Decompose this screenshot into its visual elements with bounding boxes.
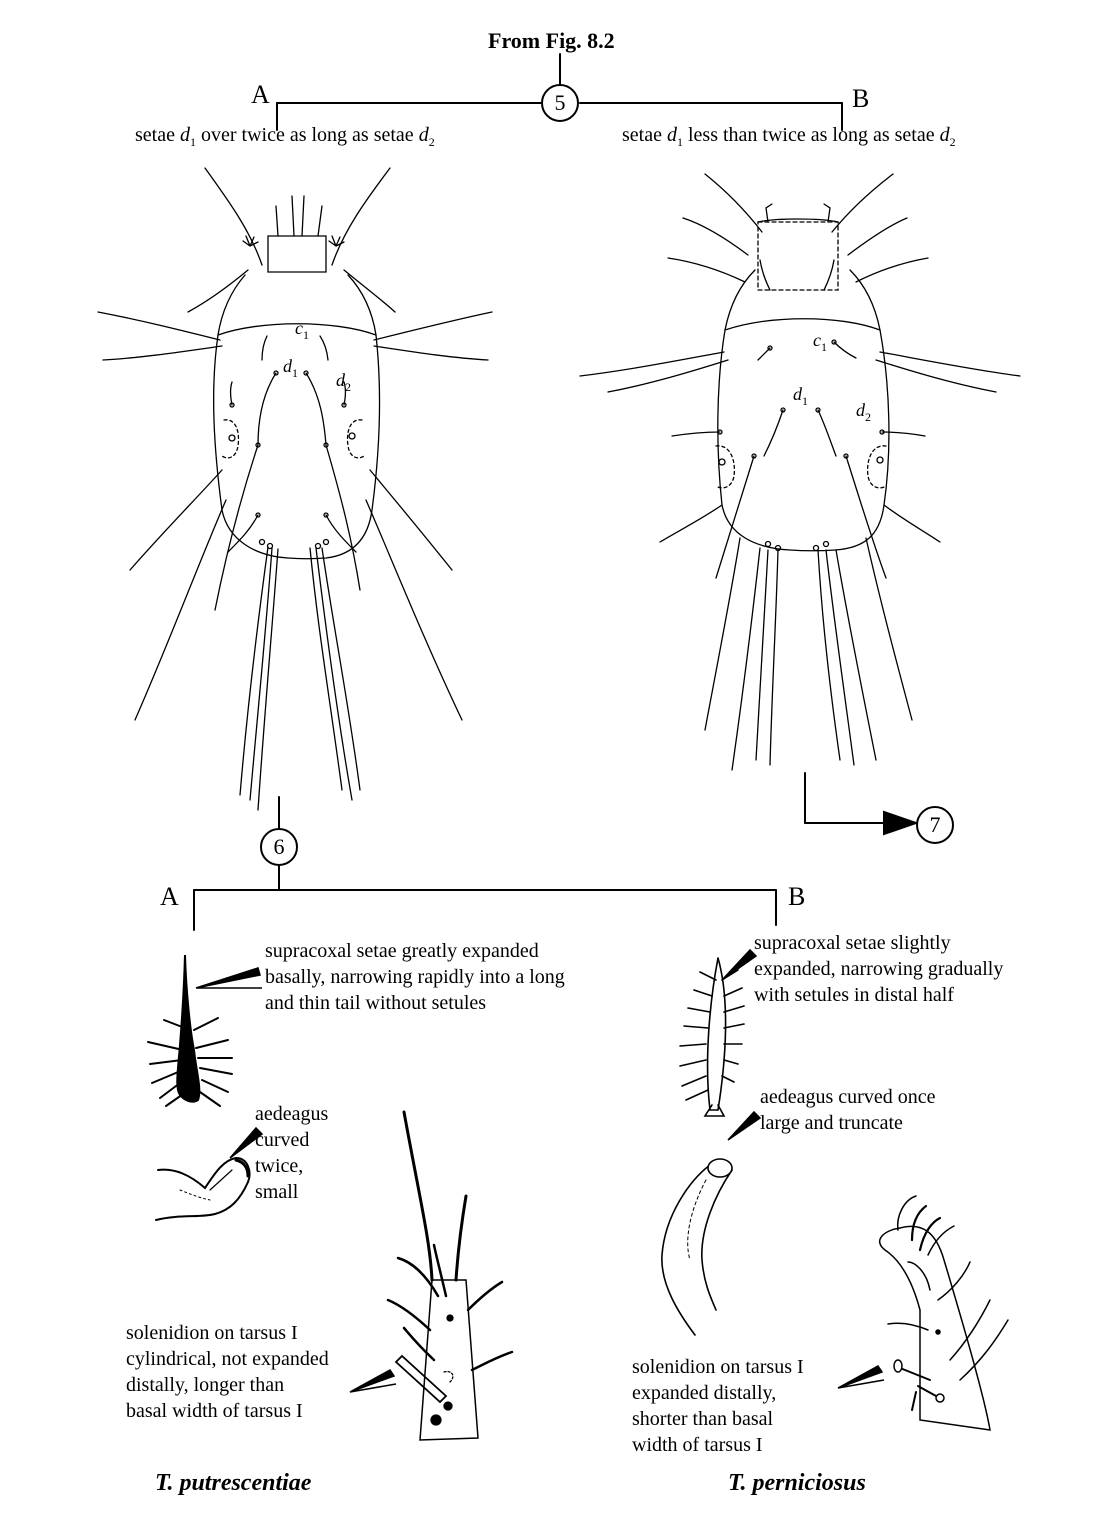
go-to-7-arrow (805, 773, 916, 834)
arrow-solenidion-b (838, 1366, 884, 1388)
couplet-7-number: 7 (916, 806, 954, 844)
species-b-name: T. perniciosus (728, 1470, 866, 1496)
solenidion-a-description: solenidion on tarsus I cylindrical, not expanded distally, longer than basal width of tarsus I (126, 1322, 329, 1422)
solenidion-b-description: solenidion on tarsus I expanded distally, shorter than basal width of tarsus I (632, 1356, 804, 1456)
mite-b-label-c1: $c_1$ (813, 330, 827, 354)
couplet-6-option-a: A (160, 882, 179, 911)
figure-title: From Fig. 8.2 (488, 28, 615, 53)
mite-b-label-d1: $d_1$ (793, 384, 808, 408)
mite-a-label-d1: $d_1$ (283, 356, 298, 380)
mite-a-label-c1: $c_1$ (295, 318, 309, 342)
aedeagus-b-description: aedeagus curved once large and truncate (760, 1086, 936, 1134)
arrow-aedeagus-b (728, 1112, 760, 1140)
couplet-6-option-b: B (788, 882, 806, 911)
couplet-5-option-b: B (852, 84, 870, 113)
couplet-5-option-a: A (251, 80, 270, 109)
mite-b-dorsal-drawing (580, 174, 1020, 770)
couplet-5-number: 5 (541, 84, 579, 122)
mite-a-dorsal-drawing (98, 168, 492, 810)
arrow-solenidion-a (350, 1370, 396, 1392)
couplet-5-b-description: setae $d_1$ less than twice as long as setae $d_2$ (622, 124, 956, 149)
tarsus-b-drawing (880, 1196, 1008, 1430)
aedeagus-a-drawing (156, 1158, 250, 1220)
couplet-6-number: 6 (260, 828, 298, 866)
aedeagus-a-description: aedeagus curved twice, small (255, 1103, 329, 1203)
supracoxal-a-description: supracoxal setae greatly expanded basally, narrowing rapidly into a long and thin tail without setules (265, 940, 565, 1014)
arrow-supracoxal-b (722, 950, 756, 980)
tarsus-a-drawing (388, 1112, 512, 1440)
couplet-5-a-description: setae $d_1$ over twice as long as setae $d_2$ (135, 124, 435, 149)
aedeagus-b-drawing (662, 1159, 732, 1335)
arrow-supracoxal-a (196, 968, 262, 988)
supracoxal-b-description: supracoxal setae slightly expanded, narrowing gradually with setules in distal half (754, 932, 1004, 1006)
supracoxal-seta-b-drawing (680, 958, 744, 1116)
supracoxal-seta-a-drawing (148, 955, 232, 1106)
mite-a-label-d2: $d_2$ (336, 370, 351, 394)
mite-b-label-d2: $d_2$ (856, 400, 871, 424)
species-a-name: T. putrescentiae (155, 1470, 312, 1496)
